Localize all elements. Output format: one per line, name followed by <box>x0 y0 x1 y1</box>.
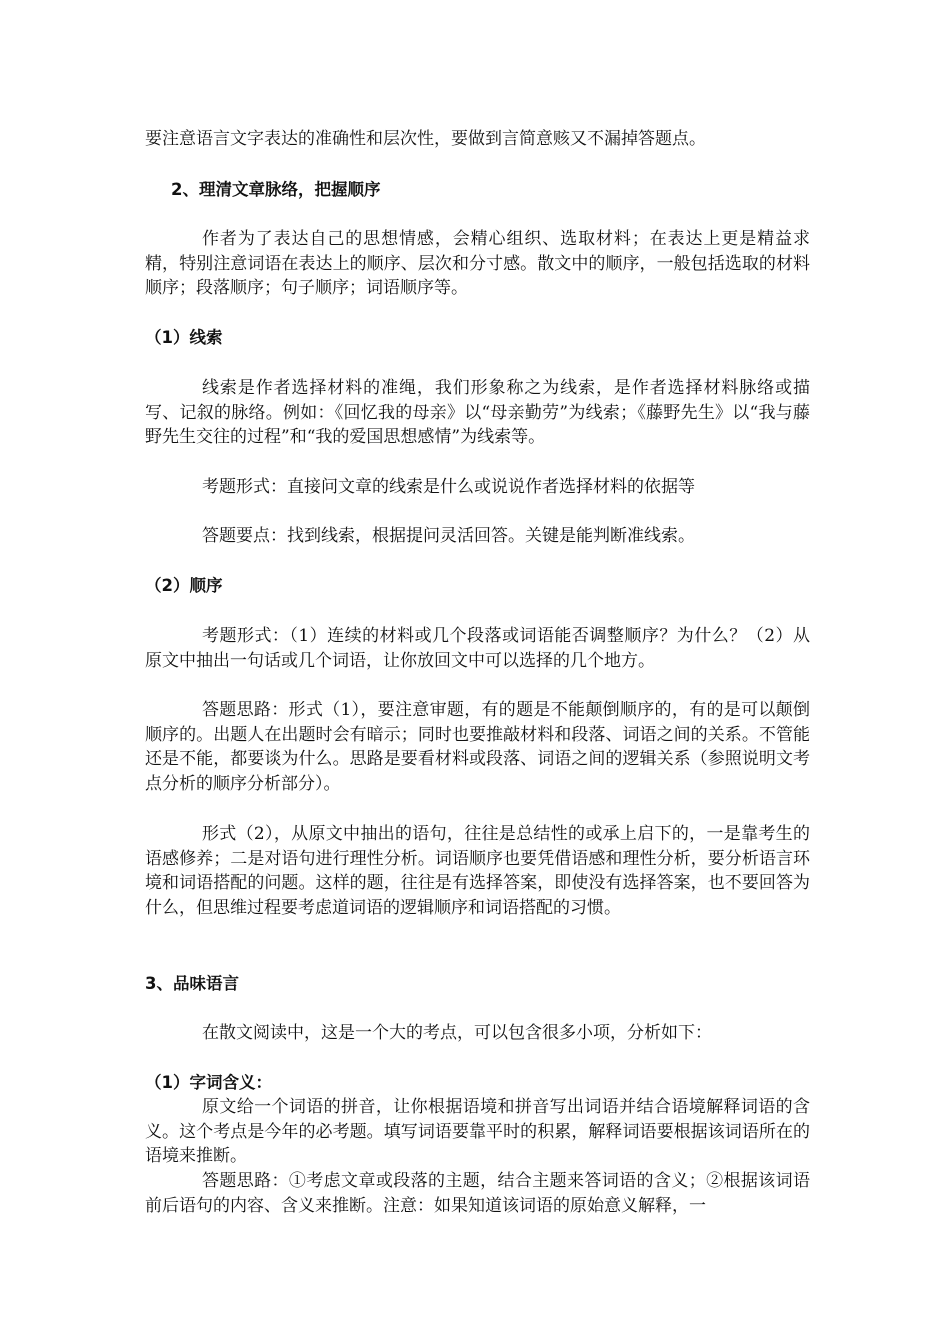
paragraph-clue-definition: 线索是作者选择材料的准绳，我们形象称之为线索，是作者选择材料脉络或描写、记叙的脉络。例如：《回忆我的母亲》以“母亲勤劳”为线索；《藤野先生》以“我与藤野先生交往的过程”和“我的爱国思想感情”为线索等。 <box>145 378 810 447</box>
paragraph-order-answer-approach: 答题思路：形式（1），要注意审题，有的题是不能颠倒顺序的，有的是可以颠倒顺序的。出题人在出题时会有暗示；同时也要推敲材料和段落、词语之间的关系。不管能还是不能，都要谈为什么。思路是要看材料或段落、词语之间的逻辑关系（参照说明文考点分析的顺序分析部分）。 <box>145 700 810 794</box>
paragraph-clue-question-form: 考题形式：直接问文章的线索是什么或说说作者选择材料的依据等 <box>202 477 695 497</box>
paragraph-order-form-2: 形式（2），从原文中抽出的语句，往往是总结性的或承上启下的，一是靠考生的语感修养；二是对语句进行理性分析。词语顺序也要凭借语感和理性分析，要分析语言环境和词语搭配的问题。这样的题，往往是有选择答案，即使没有选择答案，也不要回答为什么，但思维过程要考虑道词语的逻辑顺序和词语搭配的习惯。 <box>145 824 810 918</box>
paragraph-word-meaning: 原文给一个词语的拼音，让你根据语境和拼音写出词语并结合语境解释词语的含义。这个考点是今年的必考题。填写词语要靠平时的积累，解释词语要根据该词语所在的语境来推断。 <box>145 1097 810 1166</box>
heading-order: （2）顺序 <box>145 576 223 595</box>
heading-clue: （1）线索 <box>145 328 223 347</box>
paragraph-order-question-form: 考题形式：（1）连续的材料或几个段落或词语能否调整顺序？为什么？（2）从原文中抽出一句话或几个词语，让你放回文中可以选择的几个地方。 <box>145 626 810 671</box>
heading-word-meaning: （1）字词含义： <box>145 1073 272 1092</box>
paragraph-intro-continuation: 要注意语言文字表达的准确性和层次性，要做到言简意赅又不漏掉答题点。 <box>145 129 706 149</box>
paragraph-author-order: 作者为了表达自己的思想情感，会精心组织、选取材料；在表达上更是精益求精，特别注意词语在表达上的顺序、层次和分寸感。散文中的顺序，一般包括选取的材料顺序；段落顺序；句子顺序；词语顺序等。 <box>145 229 810 298</box>
heading-section-3: 3、品味语言 <box>145 974 239 993</box>
paragraph-word-answer-approach: 答题思路：①考虑文章或段落的主题，结合主题来答词语的含义；②根据该词语前后语句的内容、含义来推断。注意：如果知道该词语的原始意义解释，一 <box>145 1171 810 1216</box>
heading-section-2: 2、理清文章脉络，把握顺序 <box>171 180 381 199</box>
paragraph-clue-answer-points: 答题要点：找到线索，根据提问灵活回答。关键是能判断准线索。 <box>202 526 695 546</box>
paragraph-language-intro: 在散文阅读中，这是一个大的考点，可以包含很多小项，分析如下： <box>202 1023 712 1043</box>
